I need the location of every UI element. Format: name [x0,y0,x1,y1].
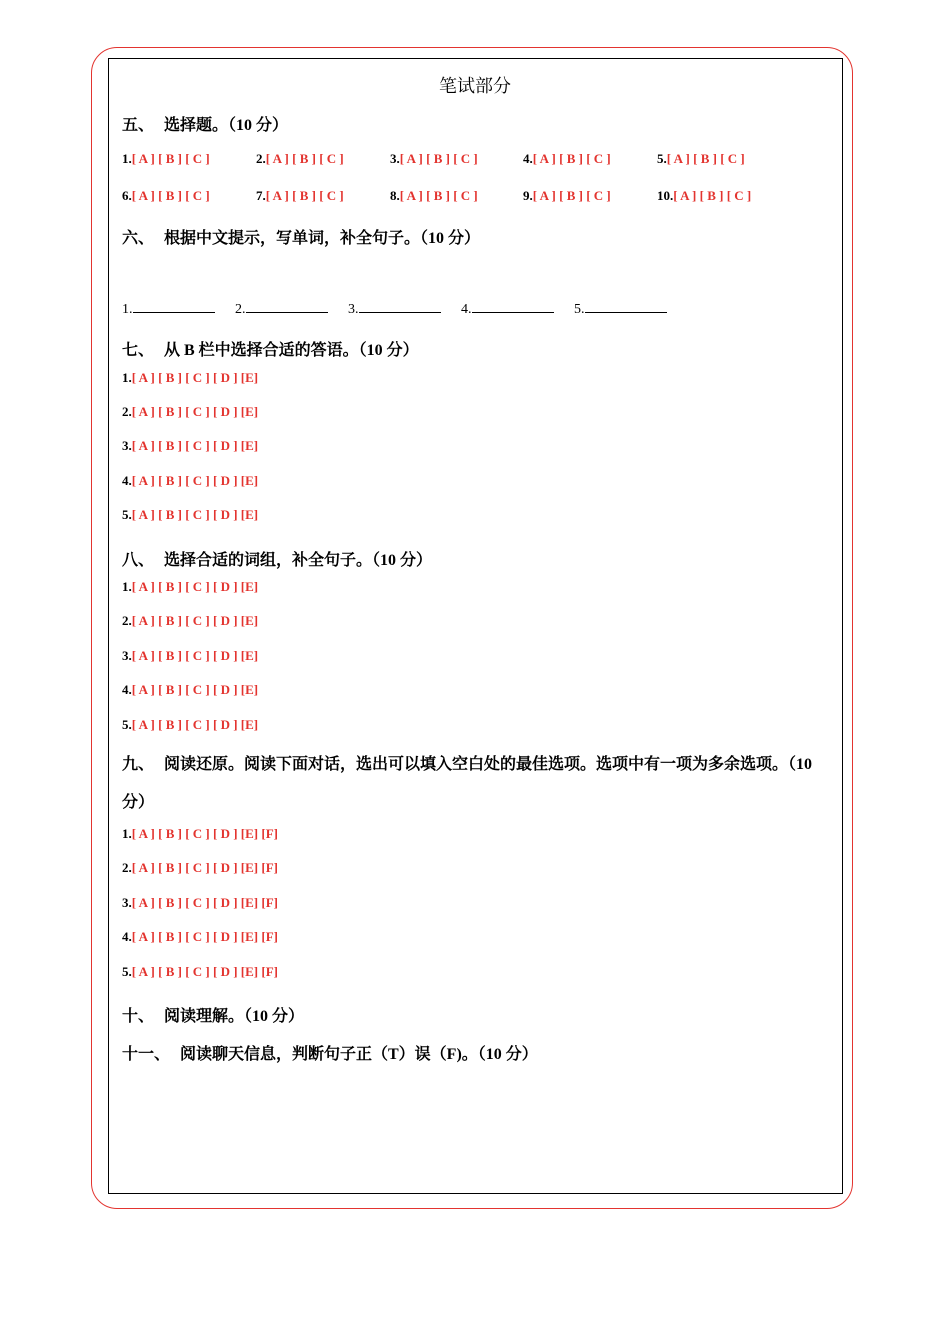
blank-field[interactable]: 4. [461,300,554,318]
choice-row[interactable]: 4.[ A ] [ B ] [ C ] [ D ] [E] [122,473,259,488]
choice-row[interactable]: 1.[ A ] [ B ] [ C ] [ D ] [E] [122,370,259,385]
choice-row[interactable]: 3.[ A ] [ B ] [ C ] [ D ] [E] [122,648,259,663]
choice-row[interactable]: 2.[ A ] [ B ] [ C ] [ D ] [E] [F] [122,860,278,875]
choice-row[interactable]: 4.[ A ] [ B ] [ C ] [ D ] [E] [F] [122,929,278,944]
choice-row[interactable]: 2.[ A ] [ B ] [ C ] [ D ] [E] [122,404,259,419]
section-7-heading: 七、 从 B 栏中选择合适的答语。（10 分） [122,342,419,359]
choice-row[interactable]: 3.[ A ] [ B ] [ C ] [390,151,478,166]
choice-row[interactable]: 4.[ A ] [ B ] [ C ] [523,151,611,166]
blank-field[interactable]: 5. [574,300,667,318]
section-5-heading: 五、 选择题。（10 分） [122,117,289,134]
choice-row[interactable]: 10.[ A ] [ B ] [ C ] [657,188,752,203]
choice-row[interactable]: 1.[ A ] [ B ] [ C ] [ D ] [E] [122,579,259,594]
choice-row[interactable]: 5.[ A ] [ B ] [ C ] [ D ] [E] [122,717,259,732]
choice-row[interactable]: 1.[ A ] [ B ] [ C ] [122,151,210,166]
page-title: 笔试部分 [439,76,511,96]
choice-row[interactable]: 3.[ A ] [ B ] [ C ] [ D ] [E] [F] [122,895,278,910]
choice-row[interactable]: 6.[ A ] [ B ] [ C ] [122,188,210,203]
choice-row[interactable]: 7.[ A ] [ B ] [ C ] [256,188,344,203]
choice-row[interactable]: 8.[ A ] [ B ] [ C ] [390,188,478,203]
section-9-heading: 九、 阅读还原。阅读下面对话，选出可以填入空白处的最佳选项。选项中有一项为多余选项。（10 分） [122,756,813,811]
choice-row[interactable]: 3.[ A ] [ B ] [ C ] [ D ] [E] [122,438,259,453]
choice-row[interactable]: 2.[ A ] [ B ] [ C ] [ D ] [E] [122,613,259,628]
blank-field[interactable]: 3. [348,300,441,318]
choice-row[interactable]: 9.[ A ] [ B ] [ C ] [523,188,611,203]
choice-row[interactable]: 1.[ A ] [ B ] [ C ] [ D ] [E] [F] [122,826,278,841]
section-11-heading: 十一、 阅读聊天信息，判断句子正（T）误（F)。（10 分） [122,1046,538,1063]
choice-row[interactable]: 5.[ A ] [ B ] [ C ] [ D ] [E] [F] [122,964,278,979]
section-6-heading: 六、 根据中文提示，写单词，补全句子。（10 分） [122,230,481,247]
section-10-heading: 十、 阅读理解。（10 分） [122,1008,305,1025]
blank-field[interactable]: 1. [122,300,215,318]
choice-row[interactable]: 4.[ A ] [ B ] [ C ] [ D ] [E] [122,682,259,697]
choice-row[interactable]: 5.[ A ] [ B ] [ C ] [657,151,745,166]
section-8-heading: 八、 选择合适的词组，补全句子。（10 分） [122,552,433,569]
choice-row[interactable]: 2.[ A ] [ B ] [ C ] [256,151,344,166]
blank-field[interactable]: 2. [235,300,328,318]
choice-row[interactable]: 5.[ A ] [ B ] [ C ] [ D ] [E] [122,507,259,522]
